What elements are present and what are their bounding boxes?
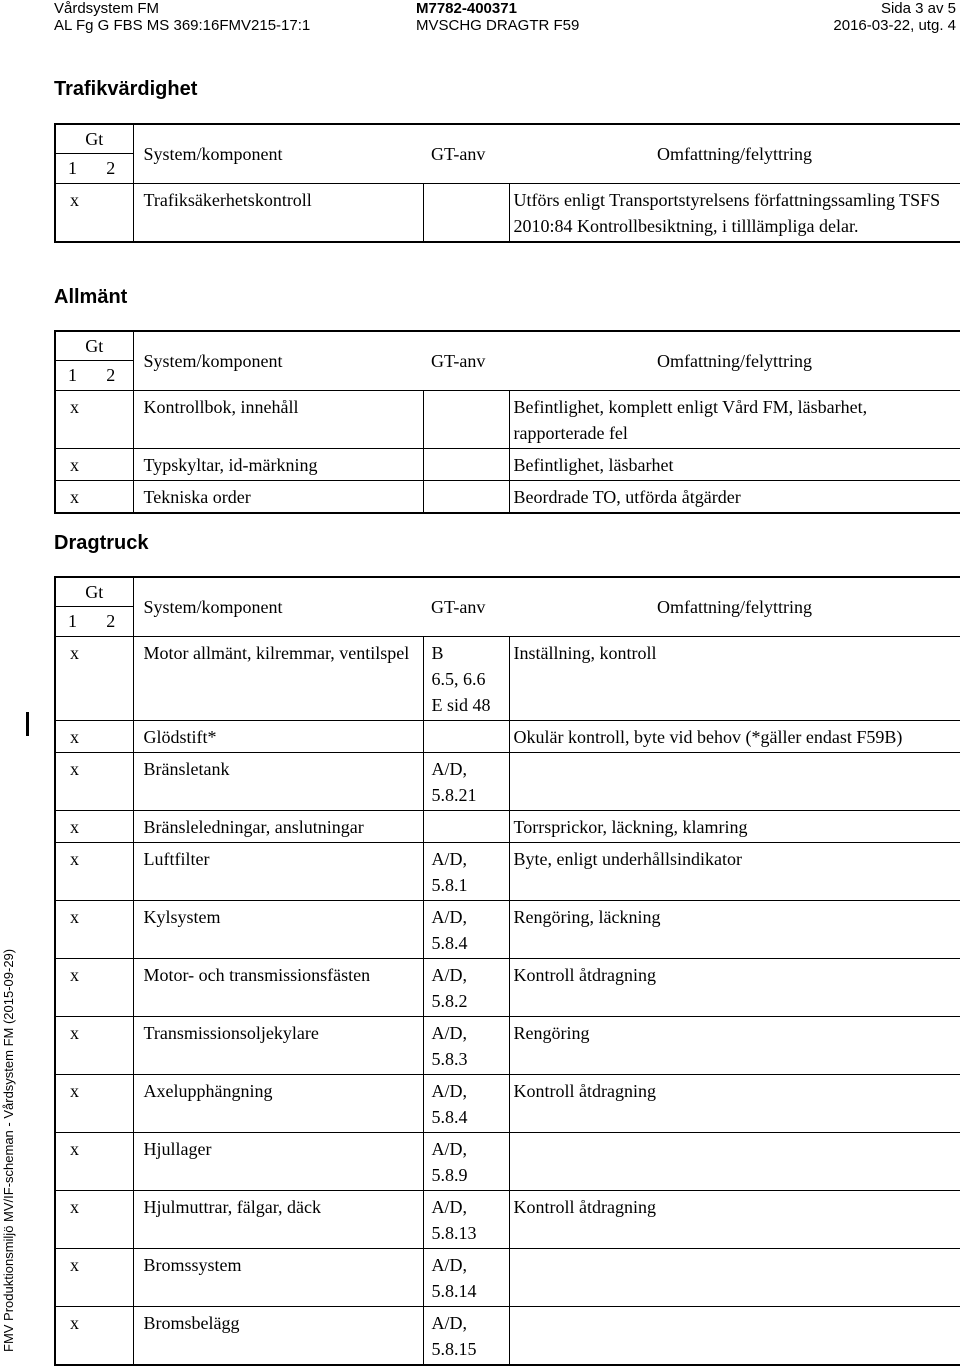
gt-mark: x [55,1017,133,1075]
section-title-allmant: Allmänt [54,286,128,308]
omfattning-felyttring: Okulär kontroll, byte vid behov (*gäller endast F59B) [509,721,960,753]
omfattning-felyttring: Befintlighet, komplett enligt Vård FM, läsbarhet, rapporterade fel [509,391,960,449]
system-component: Trafiksäkerhetskontroll [133,184,423,243]
gt-anvisning: A/D, 5.8.13 [423,1191,509,1249]
omfattning-felyttring: Rengöring, läckning [509,901,960,959]
omfattning-felyttring: Kontroll åtdragning [509,959,960,1017]
table-header-row [55,124,960,184]
system-column-header: System/komponent [133,124,423,184]
gt-level-1: 1 [68,158,77,178]
omfattning-felyttring [509,1249,960,1307]
system-component: Kylsystem [133,901,423,959]
omfattning-felyttring [509,753,960,811]
table-row [55,1307,960,1366]
table-trafikvardighet [54,123,960,243]
gt-level-2: 2 [106,365,116,385]
system-component: Hjullager [133,1133,423,1191]
table-row [55,1017,960,1075]
gt-anvisning: A/D, 5.8.21 [423,753,509,811]
gt-header-label: Gt [56,332,133,361]
gt-anvisning [423,184,509,243]
sidebar-text: FMV Produktionsmiljö MV/IF-scheman - Vårdsystem FM (2015-09-29) [1,948,16,1352]
gtanv-column-header: GT-anv [423,124,509,184]
gt-anvisning: A/D, 5.8.2 [423,959,509,1017]
table-row [55,184,960,243]
omfattning-column-header: Omfattning/felyttring [509,124,960,184]
gt-mark: x [55,1075,133,1133]
table-row [55,481,960,514]
gt-anvisning: A/D, 5.8.4 [423,901,509,959]
system-column-header: System/komponent [133,331,423,391]
gt-anvisning: B 6.5, 6.6 E sid 48 [423,637,509,721]
omfattning-felyttring [509,1307,960,1366]
system-component: Motor allmänt, kilremmar, ventilspel [133,637,423,721]
table-row [55,1191,960,1249]
gt-header [55,331,133,391]
gt-anvisning [423,811,509,843]
gtanv-column-header: GT-anv [423,577,509,637]
gt-mark: x [55,1191,133,1249]
omfattning-felyttring: Inställning, kontroll [509,637,960,721]
omfattning-column-header: Omfattning/felyttring [509,577,960,637]
gtanv-column-header: GT-anv [423,331,509,391]
gt-anvisning [423,721,509,753]
gt-mark: x [55,637,133,721]
table-row [55,1249,960,1307]
vehicle-designation: MVSCHG DRAGTR F59 [416,17,580,34]
gt-anvisning: A/D, 5.8.14 [423,1249,509,1307]
system-component: Bränsleledningar, anslutningar [133,811,423,843]
gt-subheader [56,361,133,390]
gt-header [55,124,133,184]
omfattning-felyttring: Torrsprickor, läckning, klamring [509,811,960,843]
table-row [55,391,960,449]
table-row [55,1133,960,1191]
gt-level-2: 2 [106,158,116,178]
system-component: Motor- och transmissionsfästen [133,959,423,1017]
gt-mark: x [55,1249,133,1307]
gt-anvisning: A/D, 5.8.15 [423,1307,509,1366]
system-component: Glödstift* [133,721,423,753]
page-number: Sida 3 av 5 [880,0,956,17]
document-date-edition: 2016-03-22, utg. 4 [833,17,956,34]
table-row [55,843,960,901]
gt-mark: x [55,1133,133,1191]
omfattning-felyttring: Kontroll åtdragning [509,1191,960,1249]
production-environment-sidebar [0,0,18,1356]
section-title-trafikvardighet: Trafikvärdighet [54,78,198,100]
gt-mark: x [55,481,133,514]
system-component: Bränsletank [133,753,423,811]
table-row [55,449,960,481]
system-column-header: System/komponent [133,577,423,637]
omfattning-column-header: Omfattning/felyttring [509,331,960,391]
omfattning-felyttring: Rengöring [509,1017,960,1075]
gt-mark: x [55,1307,133,1366]
gt-mark: x [55,753,133,811]
system-component: Hjulmuttrar, fälgar, däck [133,1191,423,1249]
system-component: Kontrollbok, innehåll [133,391,423,449]
table-row [55,637,960,721]
system-component: Axelupphängning [133,1075,423,1133]
gt-anvisning: A/D, 5.8.9 [423,1133,509,1191]
table-row [55,721,960,753]
omfattning-felyttring [509,1133,960,1191]
gt-anvisning [423,449,509,481]
omfattning-felyttring: Utförs enligt Transportstyrelsens författningssamling TSFS 2010:84 Kontrollbesiktning, i tilllämpliga delar. [509,184,960,243]
gt-level-1: 1 [68,611,77,631]
document-number: M7782-400371 [416,0,517,17]
system-component: Bromssystem [133,1249,423,1307]
system-component: Typskyltar, id-märkning [133,449,423,481]
table-header-row [55,577,960,637]
system-component: Transmissionsoljekylare [133,1017,423,1075]
table-allmant [54,330,960,514]
gt-level-1: 1 [68,365,77,385]
gt-mark: x [55,901,133,959]
system-component: Luftfilter [133,843,423,901]
gt-anvisning [423,481,509,514]
gt-mark: x [55,959,133,1017]
gt-subheader [56,154,133,183]
table-row [55,959,960,1017]
gt-subheader [56,607,133,636]
table-row [55,901,960,959]
gt-anvisning [423,391,509,449]
gt-mark: x [55,391,133,449]
gt-anvisning: A/D, 5.8.4 [423,1075,509,1133]
gt-header-label: Gt [56,125,133,154]
gt-anvisning: A/D, 5.8.3 [423,1017,509,1075]
omfattning-felyttring: Byte, enligt underhållsindikator [509,843,960,901]
system-component: Bromsbelägg [133,1307,423,1366]
gt-mark: x [55,811,133,843]
document-reference: AL Fg G FBS MS 369:16FMV215-17:1 [54,17,311,34]
revision-change-bar [26,712,29,736]
system-name: Vårdsystem FM [54,0,160,17]
gt-header-label: Gt [56,578,133,607]
section-title-dragtruck: Dragtruck [54,532,149,554]
gt-anvisning: A/D, 5.8.1 [423,843,509,901]
gt-header [55,577,133,637]
gt-level-2: 2 [106,611,116,631]
gt-mark: x [55,721,133,753]
system-component: Tekniska order [133,481,423,514]
table-dragtruck [54,576,960,1366]
gt-mark: x [55,449,133,481]
gt-mark: x [55,843,133,901]
gt-mark: x [55,184,133,243]
table-row [55,811,960,843]
omfattning-felyttring: Befintlighet, läsbarhet [509,449,960,481]
omfattning-felyttring: Kontroll åtdragning [509,1075,960,1133]
table-row [55,753,960,811]
table-row [55,1075,960,1133]
omfattning-felyttring: Beordrade TO, utförda åtgärder [509,481,960,514]
table-header-row [55,331,960,391]
